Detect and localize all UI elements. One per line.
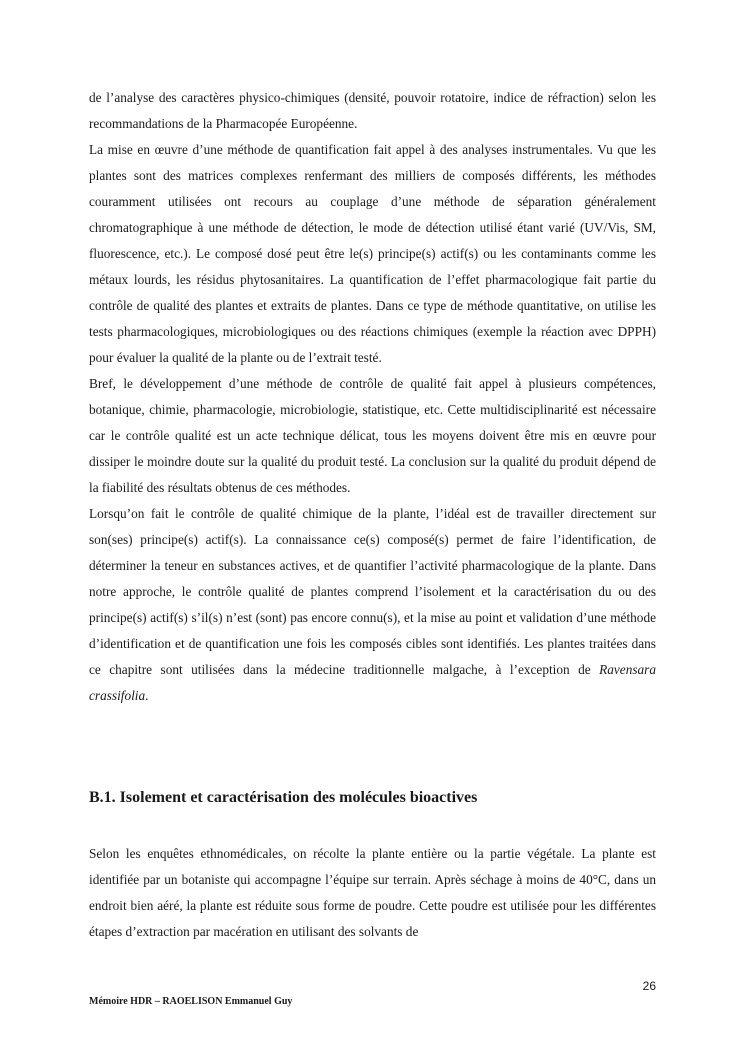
paragraph-1: de l’analyse des caractères physico-chimiques (densité, pouvoir rotatoire, indice de réfraction) selon les recommandations de la Pharmacopée Européenne. [89,90,656,131]
page-number: 26 [642,979,656,993]
section-paragraph: Selon les enquêtes ethnomédicales, on récolte la plante entière ou la partie végétale. La plante est identifiée par un botaniste qui accompagne l’équipe sur terrain. Après séchage à moins de 40°C, dans un endroit bien aéré, la plante est réduite sous forme de poudre. Cette poudre est utilisée pour les différentes étapes d’extraction par macération en utilisant des solvants de [89,846,656,939]
paragraph-4-text: Lorsqu’on fait le contrôle de qualité chimique de la plante, l’idéal est de travailler directement sur son(ses) principe(s) actif(s). La connaissance ce(s) composé(s) permet de faire l’identification, de déterminer la teneur en substances actives, et de quantifier l’activité pharmacologique de la plante. Dans notre approche, le contrôle qualité de plantes comprend l’isolement et la caractérisation du ou des principe(s) actif(s) s’il(s) n’est (sont) pas encore connu(s), et la mise au point et validation d’une méthode d’identification et de quantification une fois les composés cibles sont identifiés. Les plantes traitées dans ce chapitre sont utilisées dans la médecine traditionnelle malgache, à l’exception de [89,506,656,677]
body-text [89,85,656,709]
paragraph-4-end: . [145,688,149,703]
paragraph-3: Bref, le développement d’une méthode de contrôle de qualité fait appel à plusieurs compétences, botanique, chimie, pharmacologie, microbiologie, statistique, etc. Cette multidisciplinarité est nécessaire car le contrôle qualité est un acte technique délicat, tous les moyens doivent être mis en œuvre pour dissiper le moindre doute sur la qualité du produit testé. La conclusion sur la qualité du produit dépend de la fiabilité des résultats obtenus de ces méthodes. [89,376,656,495]
section-body [89,841,656,945]
footer: Mémoire HDR – RAOELISON Emmanuel Guy [89,996,293,1007]
paragraph-2: La mise en œuvre d’une méthode de quantification fait appel à des analyses instrumentales. Vu que les plantes sont des matrices complexes renfermant des milliers de composés différents, les méthodes couramment utilisées ont recours au couplage d’une méthode de séparation généralement chromatographique à une méthode de détection, le mode de détection utilisé étant varié (UV/Vis, SM, fluorescence, etc.). Le composé dosé peut être le(s) principe(s) actif(s) ou les contaminants comme les métaux lourds, les résidus phytosanitaires. La quantification de l’effet pharmacologique fait partie du contrôle de qualité des plantes et extraits de plantes. Dans ce type de méthode quantitative, on utilise les tests pharmacologiques, microbiologiques ou des réactions chimiques (exemple la réaction avec DPPH) pour évaluer la qualité de la plante ou de l’extrait testé. [89,142,656,365]
section-heading: B.1. Isolement et caractérisation des molécules bioactives [89,789,478,806]
paragraph-4 [89,501,656,709]
species-name: Ravensara crassifolia [89,662,656,703]
